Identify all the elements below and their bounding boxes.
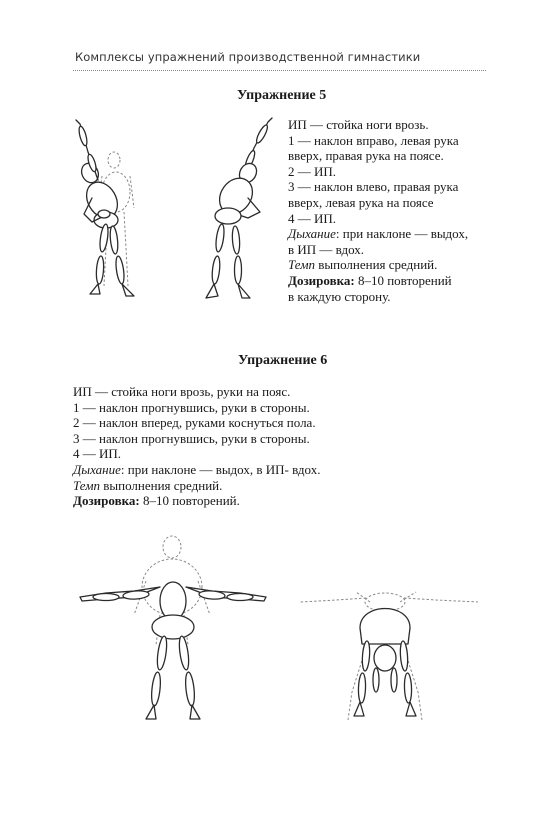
header-divider (73, 70, 486, 71)
exercise5-line (288, 179, 468, 195)
exercise5-line (288, 273, 468, 289)
exercise-5-title: Упражнение 5 (237, 88, 327, 103)
exercise5-text-run: 1 — наклон вправо, левая рука (288, 132, 459, 148)
exercise5-line (288, 117, 468, 133)
exercise6-text-run: ИП — стойка ноги врозь, руки на пояс. (73, 384, 291, 399)
exercise5-line (288, 133, 468, 149)
exercise6-line (73, 462, 320, 478)
exercise5-text-run: ИП — стойка ноги врозь. (288, 117, 429, 132)
exercise6-line (73, 384, 320, 400)
exercise5-text-run: Дыхание (288, 226, 336, 242)
exercise5-line (288, 211, 468, 227)
exercise6-line (73, 415, 320, 431)
exercise5-text-run: в ИП — вдох. (288, 241, 365, 257)
figure-forward-bend-icon (296, 588, 486, 728)
figure-side-bend-left-icon (198, 118, 278, 303)
exercise5-text-run: : при наклоне — выдох, (335, 226, 469, 242)
exercise5-text-run: 8–10 повторений (354, 272, 452, 288)
exercise6-text-run: Дыхание (73, 461, 121, 477)
exercise6-text-run: : при наклоне — выдох, в ИП- вдох. (120, 461, 321, 477)
exercise6-text-run: 8–10 повторений. (139, 493, 240, 509)
exercise5-line (288, 242, 468, 258)
exercise5-line (288, 226, 468, 242)
exercise5-line (288, 195, 468, 211)
exercise5-line (288, 164, 468, 180)
exercise-5-description (288, 117, 468, 304)
figure-side-bend-right-icon (70, 118, 180, 303)
exercise5-text-run: вверх, правая рука на поясе. (288, 148, 444, 164)
exercise5-text-run: 4 — ИП. (288, 210, 337, 226)
figure-arms-sideways-icon (76, 535, 276, 730)
exercise6-text-run: 4 — ИП. (73, 446, 122, 462)
exercise5-line (288, 257, 468, 273)
exercise5-text-run: в каждую сторону. (288, 288, 391, 304)
exercise6-text-run: 2 — наклон вперед, руками коснуться пола. (73, 415, 316, 431)
exercise6-line (73, 431, 320, 447)
exercise-6-description (73, 384, 320, 509)
exercise5-line (288, 148, 468, 164)
exercise6-line (73, 478, 320, 494)
exercise6-text-run: выполнения средний. (100, 477, 223, 493)
exercise5-text-run: Темп (288, 257, 316, 273)
exercise6-text-run: Темп (73, 477, 101, 493)
exercise5-text-run: выполнения средний. (315, 257, 438, 273)
exercise6-text-run: 1 — наклон прогнувшись, руки в стороны. (73, 399, 310, 415)
exercise6-text-run: 3 — наклон прогнувшись, руки в стороны. (73, 430, 310, 446)
exercise6-line (73, 493, 320, 509)
running-title: Комплексы упражнений производственной гимнастики (75, 50, 421, 64)
exercise5-text-run: вверх, левая рука на поясе (288, 194, 434, 210)
exercise6-line (73, 400, 320, 416)
exercise-6-title: Упражнение 6 (238, 353, 328, 368)
exercise5-text-run: 3 — наклон влево, правая рука (288, 179, 459, 195)
exercise6-line (73, 446, 320, 462)
exercise5-text-run: 2 — ИП. (288, 163, 337, 179)
exercise5-text-run: Дозировка: (288, 272, 355, 288)
exercise6-text-run: Дозировка: (73, 493, 140, 509)
exercise5-line (288, 289, 468, 305)
